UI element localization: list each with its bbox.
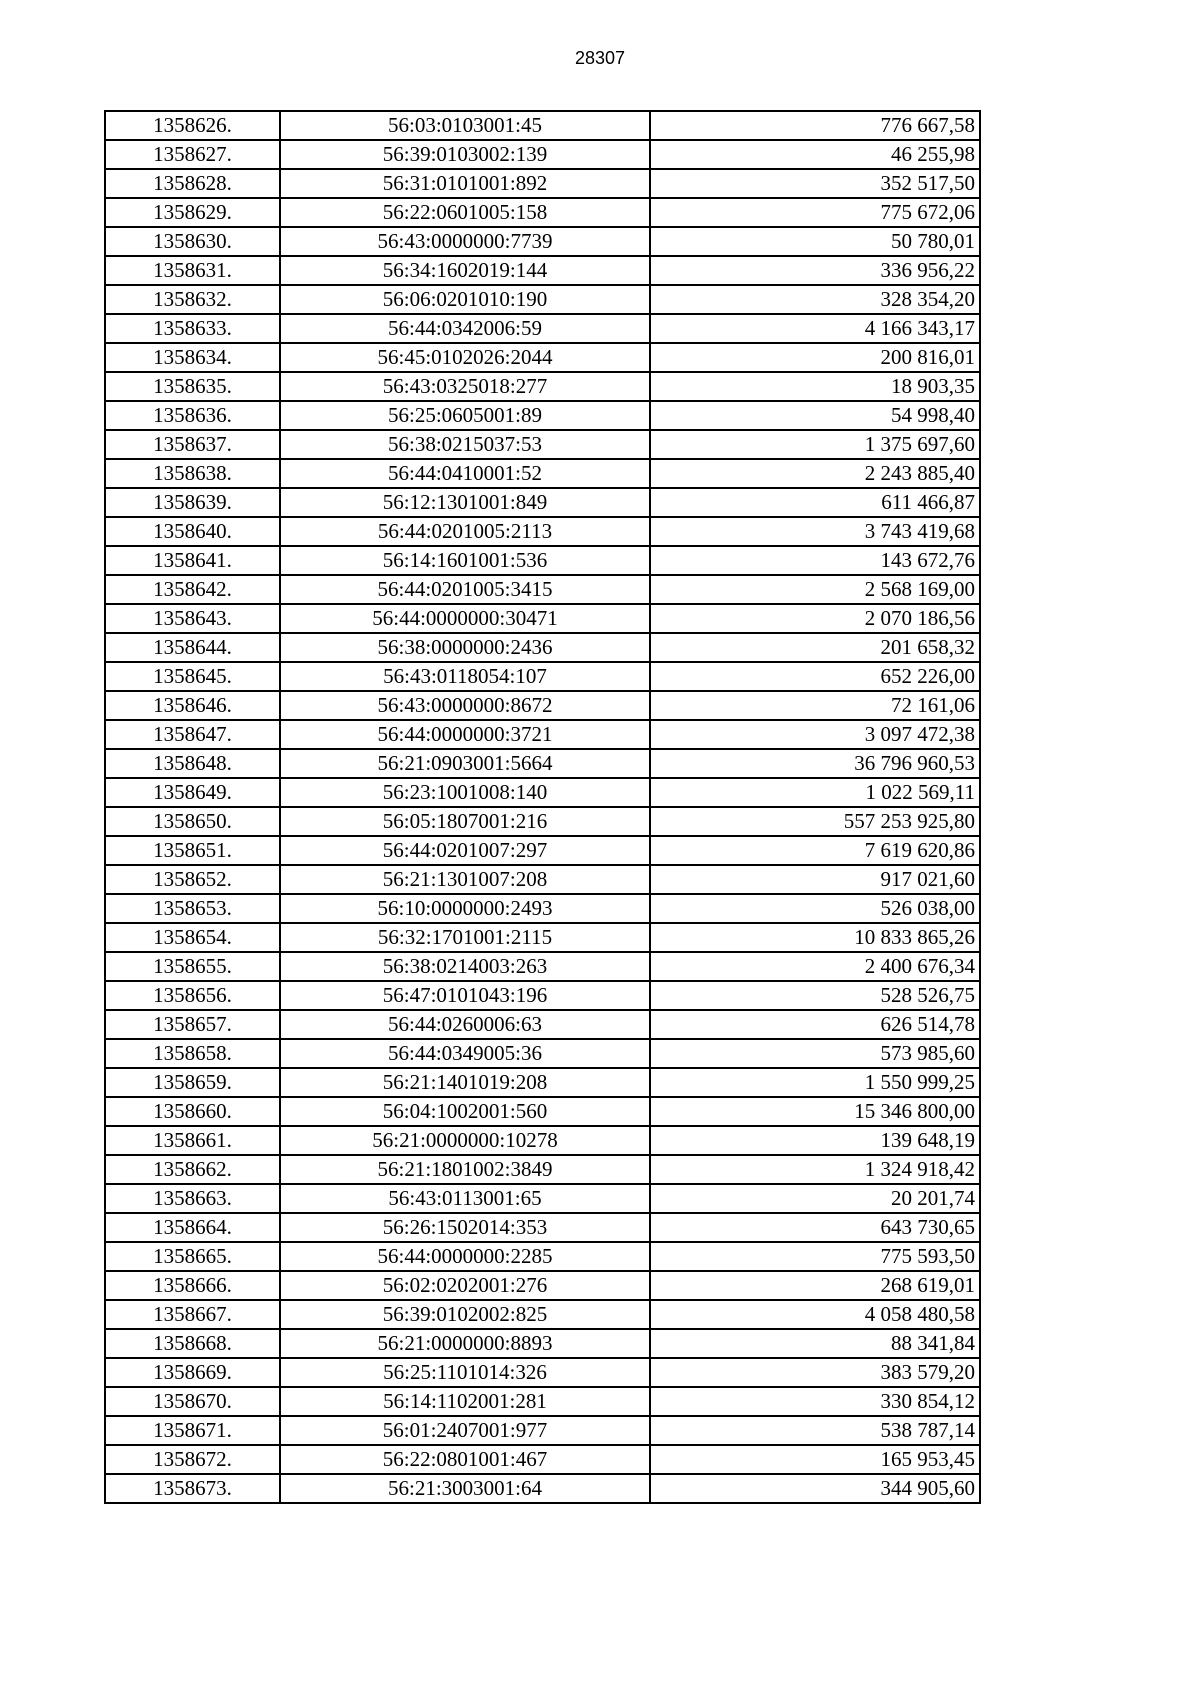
row-number-cell: 1358659. [105, 1068, 280, 1097]
row-number-cell: 1358673. [105, 1474, 280, 1503]
table-row [105, 662, 980, 691]
table-row [105, 459, 980, 488]
cadastral-number-cell: 56:25:1101014:326 [280, 1358, 650, 1387]
cadastral-value-cell: 652 226,00 [650, 662, 980, 691]
row-number-cell: 1358637. [105, 430, 280, 459]
table-row [105, 691, 980, 720]
table-row [105, 546, 980, 575]
cadastral-number-cell: 56:21:3003001:64 [280, 1474, 650, 1503]
table-row [105, 111, 980, 140]
row-number-cell: 1358638. [105, 459, 280, 488]
cadastral-number-cell: 56:22:0801001:467 [280, 1445, 650, 1474]
table-row [105, 1474, 980, 1503]
cadastral-value-cell: 626 514,78 [650, 1010, 980, 1039]
cadastral-number-cell: 56:38:0215037:53 [280, 430, 650, 459]
row-number-cell: 1358672. [105, 1445, 280, 1474]
cadastral-number-cell: 56:31:0101001:892 [280, 169, 650, 198]
cadastral-value-cell: 165 953,45 [650, 1445, 980, 1474]
row-number-cell: 1358653. [105, 894, 280, 923]
table-row [105, 1445, 980, 1474]
table-row [105, 1010, 980, 1039]
cadastral-number-cell: 56:02:0202001:276 [280, 1271, 650, 1300]
cadastral-number-cell: 56:21:0903001:5664 [280, 749, 650, 778]
cadastral-number-cell: 56:14:1102001:281 [280, 1387, 650, 1416]
cadastral-value-cell: 4 166 343,17 [650, 314, 980, 343]
table-row [105, 952, 980, 981]
cadastral-number-cell: 56:44:0342006:59 [280, 314, 650, 343]
table-row [105, 1097, 980, 1126]
cadastral-value-cell: 1 022 569,11 [650, 778, 980, 807]
row-number-cell: 1358652. [105, 865, 280, 894]
cadastral-value-cell: 917 021,60 [650, 865, 980, 894]
row-number-cell: 1358668. [105, 1329, 280, 1358]
table-row [105, 430, 980, 459]
row-number-cell: 1358640. [105, 517, 280, 546]
row-number-cell: 1358630. [105, 227, 280, 256]
cadastral-value-cell: 36 796 960,53 [650, 749, 980, 778]
cadastral-number-cell: 56:38:0000000:2436 [280, 633, 650, 662]
table-row [105, 198, 980, 227]
table-row [105, 256, 980, 285]
cadastral-value-cell: 352 517,50 [650, 169, 980, 198]
table-row [105, 1358, 980, 1387]
row-number-cell: 1358636. [105, 401, 280, 430]
table-row [105, 981, 980, 1010]
cadastral-value-cell: 143 672,76 [650, 546, 980, 575]
cadastral-value-cell: 15 346 800,00 [650, 1097, 980, 1126]
cadastral-value-cell: 330 854,12 [650, 1387, 980, 1416]
row-number-cell: 1358661. [105, 1126, 280, 1155]
table-body [105, 111, 980, 1503]
row-number-cell: 1358626. [105, 111, 280, 140]
cadastral-number-cell: 56:04:1002001:560 [280, 1097, 650, 1126]
row-number-cell: 1358632. [105, 285, 280, 314]
row-number-cell: 1358667. [105, 1300, 280, 1329]
cadastral-value-cell: 18 903,35 [650, 372, 980, 401]
cadastral-value-cell: 557 253 925,80 [650, 807, 980, 836]
table-row [105, 1213, 980, 1242]
cadastral-value-cell: 4 058 480,58 [650, 1300, 980, 1329]
row-number-cell: 1358634. [105, 343, 280, 372]
cadastral-number-cell: 56:43:0000000:7739 [280, 227, 650, 256]
cadastral-number-cell: 56:10:0000000:2493 [280, 894, 650, 923]
cadastral-value-cell: 139 648,19 [650, 1126, 980, 1155]
cadastral-number-cell: 56:39:0103002:139 [280, 140, 650, 169]
cadastral-value-cell: 200 816,01 [650, 343, 980, 372]
row-number-cell: 1358666. [105, 1271, 280, 1300]
table-row [105, 1039, 980, 1068]
cadastral-number-cell: 56:44:0000000:30471 [280, 604, 650, 633]
cadastral-value-cell: 383 579,20 [650, 1358, 980, 1387]
cadastral-value-cell: 775 672,06 [650, 198, 980, 227]
table-row [105, 807, 980, 836]
cadastral-number-cell: 56:44:0000000:2285 [280, 1242, 650, 1271]
table-row [105, 488, 980, 517]
cadastral-value-cell: 201 658,32 [650, 633, 980, 662]
cadastral-value-cell: 1 324 918,42 [650, 1155, 980, 1184]
table-row [105, 285, 980, 314]
cadastral-number-cell: 56:43:0325018:277 [280, 372, 650, 401]
row-number-cell: 1358665. [105, 1242, 280, 1271]
cadastral-number-cell: 56:21:0000000:8893 [280, 1329, 650, 1358]
cadastral-value-cell: 776 667,58 [650, 111, 980, 140]
row-number-cell: 1358657. [105, 1010, 280, 1039]
cadastral-number-cell: 56:44:0410001:52 [280, 459, 650, 488]
table-row [105, 1300, 980, 1329]
row-number-cell: 1358635. [105, 372, 280, 401]
cadastral-number-cell: 56:47:0101043:196 [280, 981, 650, 1010]
cadastral-number-cell: 56:44:0201005:3415 [280, 575, 650, 604]
cadastral-number-cell: 56:45:0102026:2044 [280, 343, 650, 372]
cadastral-number-cell: 56:01:2407001:977 [280, 1416, 650, 1445]
cadastral-value-table [104, 110, 981, 1504]
table-row [105, 575, 980, 604]
row-number-cell: 1358658. [105, 1039, 280, 1068]
row-number-cell: 1358627. [105, 140, 280, 169]
cadastral-value-cell: 46 255,98 [650, 140, 980, 169]
row-number-cell: 1358669. [105, 1358, 280, 1387]
table-row [105, 140, 980, 169]
row-number-cell: 1358671. [105, 1416, 280, 1445]
table-row [105, 372, 980, 401]
cadastral-number-cell: 56:12:1301001:849 [280, 488, 650, 517]
cadastral-number-cell: 56:21:1401019:208 [280, 1068, 650, 1097]
cadastral-value-cell: 3 743 419,68 [650, 517, 980, 546]
table-row [105, 604, 980, 633]
cadastral-value-cell: 88 341,84 [650, 1329, 980, 1358]
cadastral-value-cell: 2 070 186,56 [650, 604, 980, 633]
cadastral-number-cell: 56:25:0605001:89 [280, 401, 650, 430]
cadastral-number-cell: 56:44:0201007:297 [280, 836, 650, 865]
cadastral-value-cell: 20 201,74 [650, 1184, 980, 1213]
table-row [105, 517, 980, 546]
cadastral-value-cell: 54 998,40 [650, 401, 980, 430]
table-row [105, 1329, 980, 1358]
cadastral-number-cell: 56:44:0349005:36 [280, 1039, 650, 1068]
row-number-cell: 1358654. [105, 923, 280, 952]
row-number-cell: 1358628. [105, 169, 280, 198]
cadastral-value-cell: 528 526,75 [650, 981, 980, 1010]
page-number: 28307 [574, 48, 626, 68]
cadastral-number-cell: 56:26:1502014:353 [280, 1213, 650, 1242]
cadastral-number-cell: 56:03:0103001:45 [280, 111, 650, 140]
table-row [105, 749, 980, 778]
table-row [105, 1387, 980, 1416]
cadastral-number-cell: 56:06:0201010:190 [280, 285, 650, 314]
cadastral-value-cell: 1 550 999,25 [650, 1068, 980, 1097]
row-number-cell: 1358655. [105, 952, 280, 981]
row-number-cell: 1358631. [105, 256, 280, 285]
cadastral-value-cell: 2 400 676,34 [650, 952, 980, 981]
cadastral-value-cell: 538 787,14 [650, 1416, 980, 1445]
table-row [105, 1126, 980, 1155]
row-number-cell: 1358645. [105, 662, 280, 691]
cadastral-value-cell: 268 619,01 [650, 1271, 980, 1300]
cadastral-value-cell: 336 956,22 [650, 256, 980, 285]
row-number-cell: 1358646. [105, 691, 280, 720]
row-number-cell: 1358664. [105, 1213, 280, 1242]
cadastral-number-cell: 56:38:0214003:263 [280, 952, 650, 981]
table-row [105, 1271, 980, 1300]
table-row [105, 1184, 980, 1213]
table-row [105, 894, 980, 923]
row-number-cell: 1358663. [105, 1184, 280, 1213]
cadastral-value-cell: 2 243 885,40 [650, 459, 980, 488]
cadastral-value-cell: 3 097 472,38 [650, 720, 980, 749]
cadastral-value-cell: 50 780,01 [650, 227, 980, 256]
cadastral-number-cell: 56:43:0113001:65 [280, 1184, 650, 1213]
table-row [105, 227, 980, 256]
cadastral-number-cell: 56:23:1001008:140 [280, 778, 650, 807]
cadastral-number-cell: 56:39:0102002:825 [280, 1300, 650, 1329]
row-number-cell: 1358662. [105, 1155, 280, 1184]
table-row [105, 401, 980, 430]
table-row [105, 343, 980, 372]
table-row [105, 1068, 980, 1097]
table-row [105, 865, 980, 894]
row-number-cell: 1358651. [105, 836, 280, 865]
row-number-cell: 1358648. [105, 749, 280, 778]
table-row [105, 720, 980, 749]
cadastral-value-cell: 2 568 169,00 [650, 575, 980, 604]
cadastral-value-cell: 328 354,20 [650, 285, 980, 314]
table-row [105, 1416, 980, 1445]
table-row [105, 1242, 980, 1271]
row-number-cell: 1358641. [105, 546, 280, 575]
row-number-cell: 1358660. [105, 1097, 280, 1126]
cadastral-value-cell: 7 619 620,86 [650, 836, 980, 865]
cadastral-value-cell: 611 466,87 [650, 488, 980, 517]
cadastral-number-cell: 56:43:0000000:8672 [280, 691, 650, 720]
cadastral-value-cell: 72 161,06 [650, 691, 980, 720]
table-row [105, 778, 980, 807]
cadastral-value-cell: 643 730,65 [650, 1213, 980, 1242]
cadastral-value-cell: 775 593,50 [650, 1242, 980, 1271]
table-row [105, 169, 980, 198]
row-number-cell: 1358670. [105, 1387, 280, 1416]
cadastral-number-cell: 56:21:1801002:3849 [280, 1155, 650, 1184]
row-number-cell: 1358633. [105, 314, 280, 343]
cadastral-number-cell: 56:21:1301007:208 [280, 865, 650, 894]
table-row [105, 836, 980, 865]
row-number-cell: 1358656. [105, 981, 280, 1010]
row-number-cell: 1358650. [105, 807, 280, 836]
table-row [105, 314, 980, 343]
row-number-cell: 1358629. [105, 198, 280, 227]
cadastral-number-cell: 56:43:0118054:107 [280, 662, 650, 691]
cadastral-value-cell: 573 985,60 [650, 1039, 980, 1068]
cadastral-value-cell: 1 375 697,60 [650, 430, 980, 459]
row-number-cell: 1358644. [105, 633, 280, 662]
cadastral-number-cell: 56:05:1807001:216 [280, 807, 650, 836]
row-number-cell: 1358642. [105, 575, 280, 604]
cadastral-number-cell: 56:44:0201005:2113 [280, 517, 650, 546]
row-number-cell: 1358643. [105, 604, 280, 633]
cadastral-number-cell: 56:21:0000000:10278 [280, 1126, 650, 1155]
row-number-cell: 1358649. [105, 778, 280, 807]
table-row [105, 923, 980, 952]
cadastral-number-cell: 56:44:0260006:63 [280, 1010, 650, 1039]
table-row [105, 1155, 980, 1184]
cadastral-value-cell: 10 833 865,26 [650, 923, 980, 952]
cadastral-number-cell: 56:34:1602019:144 [280, 256, 650, 285]
row-number-cell: 1358647. [105, 720, 280, 749]
cadastral-number-cell: 56:32:1701001:2115 [280, 923, 650, 952]
table-row [105, 633, 980, 662]
cadastral-number-cell: 56:14:1601001:536 [280, 546, 650, 575]
cadastral-value-cell: 344 905,60 [650, 1474, 980, 1503]
row-number-cell: 1358639. [105, 488, 280, 517]
cadastral-number-cell: 56:44:0000000:3721 [280, 720, 650, 749]
cadastral-value-cell: 526 038,00 [650, 894, 980, 923]
cadastral-number-cell: 56:22:0601005:158 [280, 198, 650, 227]
